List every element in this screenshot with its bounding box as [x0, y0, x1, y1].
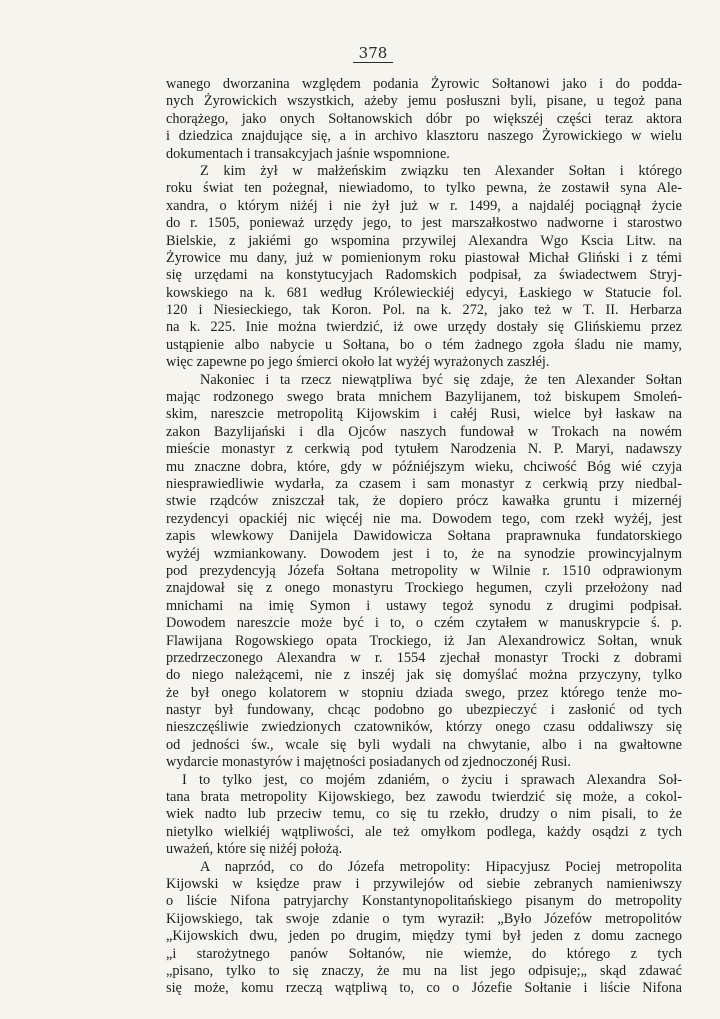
text-line: zakon Bazylijański i dla Ojców naszych fundował w Trokach na nowém	[166, 423, 682, 440]
text-line: wiek nadto lub przeciw temu, co się tu rzekło, drudzy o nim pisali, to że	[166, 806, 682, 823]
text-line: do niego należącemi, nie z inszéj jak się domyślać można przyczyny, tylko	[166, 667, 682, 684]
text-line: mając rodzonego swego brata mnichem Bazylijanem, toż biskupem Smoleń-	[166, 389, 682, 406]
text-line: niesprawiedliwie wydarła, za czasem i sam monastyr z cerkwią przy niedbal-	[166, 475, 682, 492]
text-line: „Kijowskich dwu, jeden po drugim, między tymi był jeden z domu zacnego	[166, 928, 682, 945]
text-line: o liście Nifona patryjarchy Konstantynopolitańskiego pisanym do metropolity	[166, 893, 682, 910]
text-line: że był onego kolatorem w stopniu dziada swego, przez którego tenże mo-	[166, 684, 682, 701]
text-line: „pisano, tylko to się znaczy, że mu na list jego odpisuje;„ skąd zdawać	[166, 962, 682, 979]
text-line: nastyr był fundowany, chcąc podobno go ubezpieczyć i zasłonić od tych	[166, 702, 682, 719]
text-line: uważeń, które się niżéj położą.	[166, 841, 343, 858]
text-line: Dowodem nareszcie może być i to, o czém czytałem w manuskrypcie ś. p.	[166, 615, 682, 632]
text-line: znajdował się z onego monastyru Trockiego hegumen, czyli przełożony nad	[166, 580, 682, 597]
text-line: się urzędami na konstytucyjach Radomskich podpisał, za świadectwem Stryj-	[166, 267, 682, 284]
text-line: I to tylko jest, co mojém zdaniém, o życiu i sprawach Alexandra Soł-	[182, 771, 682, 788]
text-line: roku świat ten pożegnał, niewiadomo, to tylko pewna, że zostawił syna Ale-	[166, 180, 682, 197]
text-line: skim, nareszcie metropolitą Kijowskim i całéj Rusi, wielce był łaskaw na	[166, 406, 682, 423]
text-line: kowskiego na k. 681 według Królewieckiéj edycyi, Łaskiego w Statucie fol.	[166, 284, 682, 301]
text-line: Flawijana Rogowskiego opata Trockiego, iż Jan Alexandrowicz Sołtan, wnuk	[166, 632, 682, 649]
text-line: się może, komu rzeczą wątpliwą to, co o Józefie Sołtanie i liście Nifona	[166, 980, 682, 997]
text-line: xandra, o którym niżéj i nie żył już w r. 1499, a najdaléj pociągnął życie	[166, 197, 682, 214]
text-line: tana brata metropolity Kijowskiego, bez zawodu twierdzić się może, a cokol-	[166, 789, 682, 806]
text-line: na k. 225. Inie można twierdzić, iż owe urzędy dostały się Glińskiemu przez	[166, 319, 682, 336]
text-line: Kijowskiego, tak swoje zdanie o tym wyraził: „Było Józefów metropolitów	[166, 910, 682, 927]
text-line: dokumentach i transakcyjach jaśnie wspomnione.	[166, 145, 450, 162]
text-line: i dziedzica znajdujące się, a in archivo klasztoru naszego Żyrowickiego w wielu	[166, 128, 682, 145]
text-line: wyżéj wzmiankowany. Dowodem jest i to, że na synodzie prowincyjalnym	[166, 545, 682, 562]
text-line: do r. 1505, ponieważ urzędy jego, to jest marszałkostwo nadworne i starostwo	[166, 215, 682, 232]
text-line: mnichami na imię Symon i ustawy tegoż synodu z drugimi podpisał.	[166, 597, 682, 614]
text-line: przedrzeczonego Alexandra w r. 1554 zjechał monastyr Trocki z dobrami	[166, 649, 682, 666]
text-line: nych Żyrowickich wszystkich, ażeby jemu posłuszni byli, pisane, u tegoż pana	[166, 93, 682, 110]
text-line: chorążego, jako onych Sołtanowskich dóbr po większéj części teraz aktora	[166, 110, 682, 127]
text-line: więc zapewne po jego śmierci około lat wyżéj wyrażonych zaszłéj.	[166, 354, 550, 371]
text-line: Nakoniec i ta rzecz niewątpliwa być się zdaje, że ten Alexander Sołtan	[200, 371, 682, 388]
text-line: 120 i Niesieckiego, tak Koron. Pol. na k. 272, jako też w T. II. Herbarza	[166, 302, 682, 319]
text-line: wydarcie monastyrów i majętności posiadanych od zjednoczonéj Rusi.	[166, 754, 571, 771]
text-line: Z kim żył w małżeńskim związku ten Alexander Sołtan i którego	[200, 162, 682, 179]
text-line: Bielskie, z jakiémi go wspomina przywilej Alexandra Wgo Ksci̇a Litw. na	[166, 232, 682, 249]
text-line: nietylko wielkiéj wątpliwości, ale też omyłkom podlega, każdy osądzi z tych	[166, 823, 682, 840]
text-line: nieszczęśliwie zwiedzionych czatowników, którzy onego czasu oddaliwszy się	[166, 719, 682, 736]
text-line: „i starożytnego panów Sołtanów, nie wiemże, do którego z tych	[166, 945, 682, 962]
text-line: Żyrowice mu dany, już w pomienionym roku piastował Michał Gliński i z témi	[166, 249, 682, 266]
text-line: mu znaczne dobra, które, gdy w późniéjszym wieku, chciwość Bóg wié czyja	[166, 458, 682, 475]
text-line: ustąpienie albo nabycie u Sołtana, bo o tém żadnego zgoła śladu nie mamy,	[166, 336, 682, 353]
text-line: wanego dworzanina względem podania Żyrowic Sołtanowi jako i do podda-	[166, 76, 682, 92]
text-line: rezydencyi opackiéj nic więcéj nie ma. Dowodem tego, com rzekł wyżéj, jest	[166, 510, 682, 527]
page-number: 378	[0, 44, 720, 63]
text-line: od jedności św., wcale się byli wydali na chwytanie, albo i na gwałtowne	[166, 736, 682, 753]
text-line: zapis wlewkowy Danijela Dawidowicza Sołtana praprawnuka fundatorskiego	[166, 528, 682, 545]
text-line: mieście monastyr z cerkwią pod tytułem Narodzenia N. P. Maryi, nadawszy	[166, 441, 682, 458]
text-line: pod prezydencyją Józefa Sołtana metropolity w Wilnie r. 1510 odprawionym	[166, 562, 682, 579]
text-line: stwie rządców zniszczał tak, że dopiero prócz kawałka gruntu i mizernéj	[166, 493, 682, 510]
text-line: Kijowski w księdze praw i przywilejów od siebie zebranych namieniwszy	[166, 875, 682, 892]
text-line: A naprzód, co do Józefa metropolity: Hipacyjusz Pociej metropolita	[200, 858, 682, 875]
body-text	[166, 76, 682, 998]
